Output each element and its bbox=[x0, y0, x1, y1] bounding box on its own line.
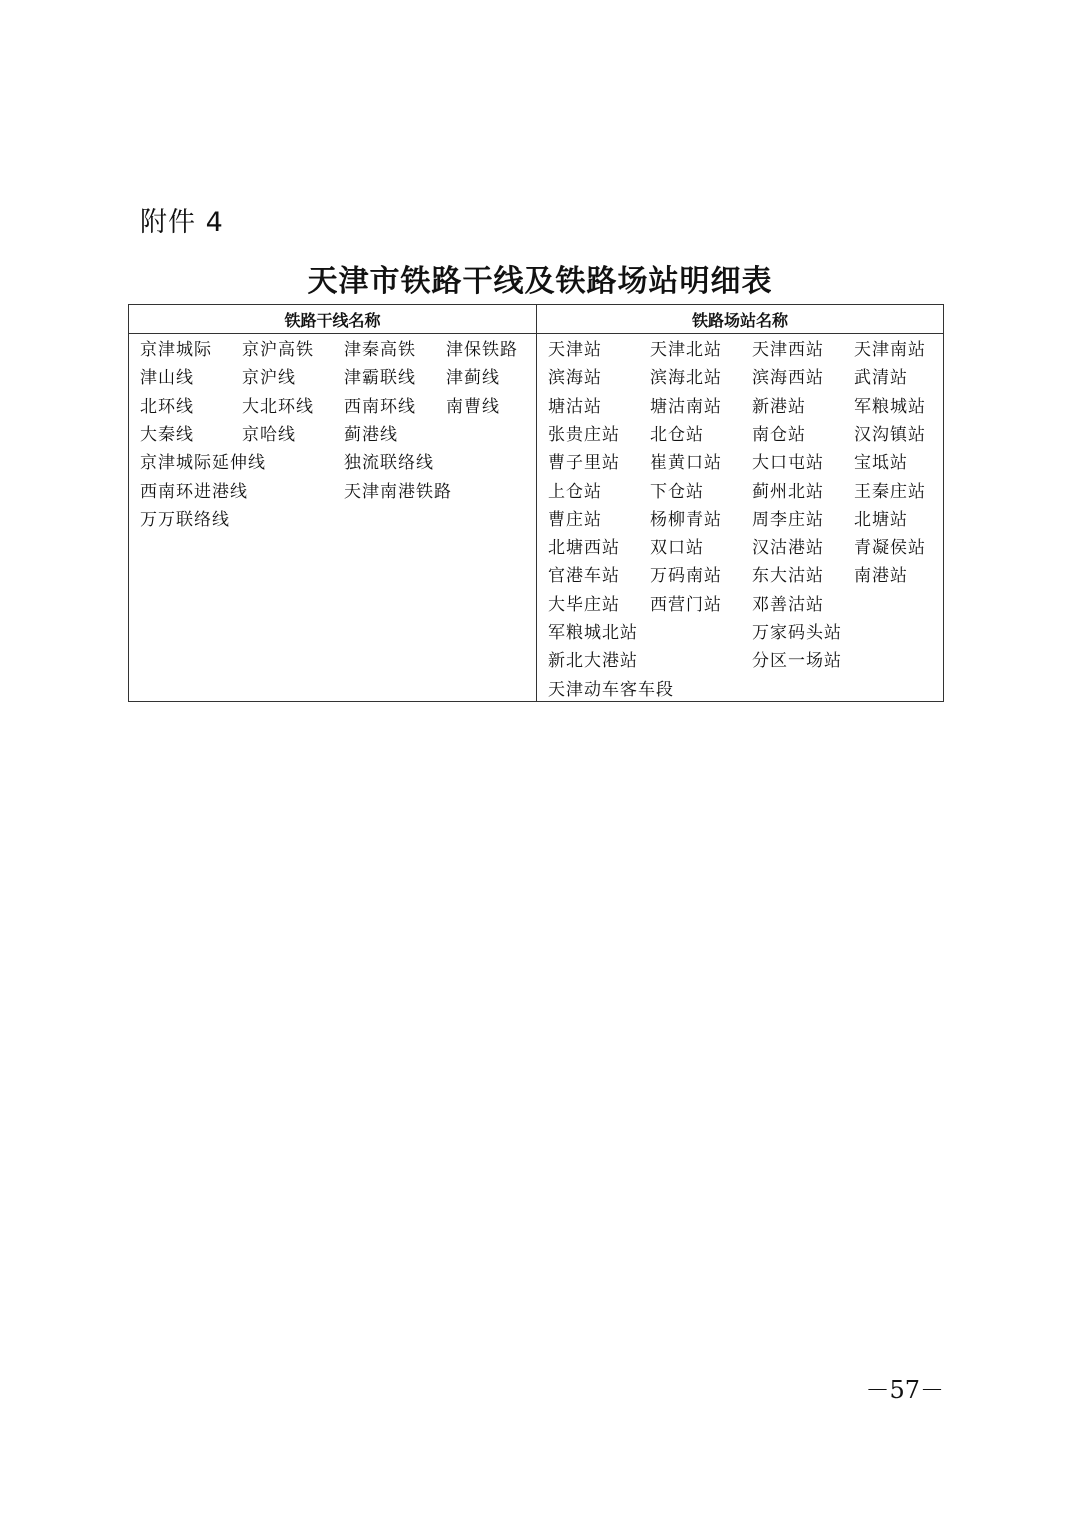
trunk-line-item: 天津南港铁路 bbox=[344, 481, 452, 502]
trunk-line-item: 京哈线 bbox=[242, 424, 296, 445]
trunk-line-item: 津霸联线 bbox=[344, 368, 416, 389]
trunk-line-item: 京沪高铁 bbox=[242, 340, 314, 360]
station-item: 新港站 bbox=[752, 396, 806, 417]
station-item: 分区一场站 bbox=[752, 651, 842, 672]
station-item: 曹庄站 bbox=[548, 509, 602, 530]
station-item: 东大沽站 bbox=[752, 566, 824, 587]
station-item: 天津站 bbox=[548, 340, 602, 360]
station-item: 南仓站 bbox=[752, 424, 806, 445]
trunk-lines-cell bbox=[129, 334, 537, 701]
page-number: －57－ bbox=[865, 1376, 944, 1404]
station-item: 滨海北站 bbox=[650, 368, 722, 389]
station-item: 蓟州北站 bbox=[752, 481, 824, 502]
station-item: 新北大港站 bbox=[548, 651, 638, 672]
trunk-line-item: 南曹线 bbox=[446, 396, 500, 417]
station-item: 官港车站 bbox=[548, 566, 620, 587]
trunk-line-item: 独流联络线 bbox=[344, 453, 434, 474]
station-item: 崔黄口站 bbox=[650, 453, 722, 474]
station-item: 青凝侯站 bbox=[854, 538, 926, 559]
station-item: 天津西站 bbox=[752, 340, 824, 360]
station-item: 周李庄站 bbox=[752, 509, 824, 530]
trunk-line-item: 京津城际 bbox=[140, 340, 212, 360]
station-item: 大口屯站 bbox=[752, 453, 824, 474]
station-item: 北仓站 bbox=[650, 424, 704, 445]
station-item: 天津北站 bbox=[650, 340, 722, 360]
table-body bbox=[129, 334, 943, 701]
trunk-line-item: 津山线 bbox=[140, 368, 194, 389]
trunk-line-item: 西南环线 bbox=[344, 396, 416, 417]
station-item: 王秦庄站 bbox=[854, 481, 926, 502]
station-item: 滨海站 bbox=[548, 368, 602, 389]
station-item: 邓善沽站 bbox=[752, 594, 824, 615]
trunk-line-item: 津保铁路 bbox=[446, 340, 518, 360]
station-item: 军粮城北站 bbox=[548, 623, 638, 643]
trunk-line-item: 京沪线 bbox=[242, 368, 296, 389]
trunk-line-item: 大秦线 bbox=[140, 424, 194, 445]
station-item: 天津南站 bbox=[854, 340, 926, 360]
station-item: 曹子里站 bbox=[548, 453, 620, 474]
stations-header: 铁路场站名称 bbox=[691, 310, 788, 330]
station-item: 北塘站 bbox=[854, 509, 908, 530]
station-item: 万码南站 bbox=[650, 566, 722, 587]
attachment-label: 附件 4 bbox=[140, 207, 224, 238]
station-item: 大毕庄站 bbox=[548, 594, 620, 615]
station-item: 滨海西站 bbox=[752, 368, 824, 389]
station-item: 双口站 bbox=[650, 538, 704, 559]
station-item: 武清站 bbox=[854, 368, 908, 389]
station-item: 上仓站 bbox=[548, 481, 602, 502]
station-item: 军粮城站 bbox=[854, 396, 926, 417]
station-item: 下仓站 bbox=[650, 481, 704, 502]
station-item: 北塘西站 bbox=[548, 538, 620, 559]
trunk-line-item: 京津城际延伸线 bbox=[140, 453, 266, 474]
trunk-line-item: 西南环进港线 bbox=[140, 481, 248, 502]
trunk-line-item: 大北环线 bbox=[242, 396, 314, 417]
trunk-line-item: 津蓟线 bbox=[446, 368, 500, 389]
stations-cell bbox=[537, 334, 943, 701]
station-item: 宝坻站 bbox=[854, 453, 908, 474]
detail-table bbox=[128, 304, 944, 702]
station-item: 天津动车客车段 bbox=[548, 679, 674, 700]
station-item: 汉沟镇站 bbox=[854, 424, 926, 445]
page-title: 天津市铁路干线及铁路场站明细表 bbox=[307, 264, 773, 299]
station-item: 塘沽站 bbox=[548, 396, 602, 417]
trunk-line-item: 津秦高铁 bbox=[344, 340, 416, 360]
table-header-row bbox=[129, 305, 943, 334]
trunk-lines-header: 铁路干线名称 bbox=[129, 305, 537, 333]
station-item: 杨柳青站 bbox=[650, 509, 722, 530]
trunk-line-item: 北环线 bbox=[140, 396, 194, 417]
station-item: 西营门站 bbox=[650, 594, 722, 615]
station-item: 塘沽南站 bbox=[650, 396, 722, 417]
station-item: 南港站 bbox=[854, 566, 908, 587]
station-item: 万家码头站 bbox=[752, 623, 842, 643]
trunk-line-item: 蓟港线 bbox=[344, 424, 398, 445]
station-item: 汉沽港站 bbox=[752, 538, 824, 559]
trunk-line-item: 万万联络线 bbox=[140, 509, 230, 530]
station-item: 张贵庄站 bbox=[548, 424, 620, 445]
